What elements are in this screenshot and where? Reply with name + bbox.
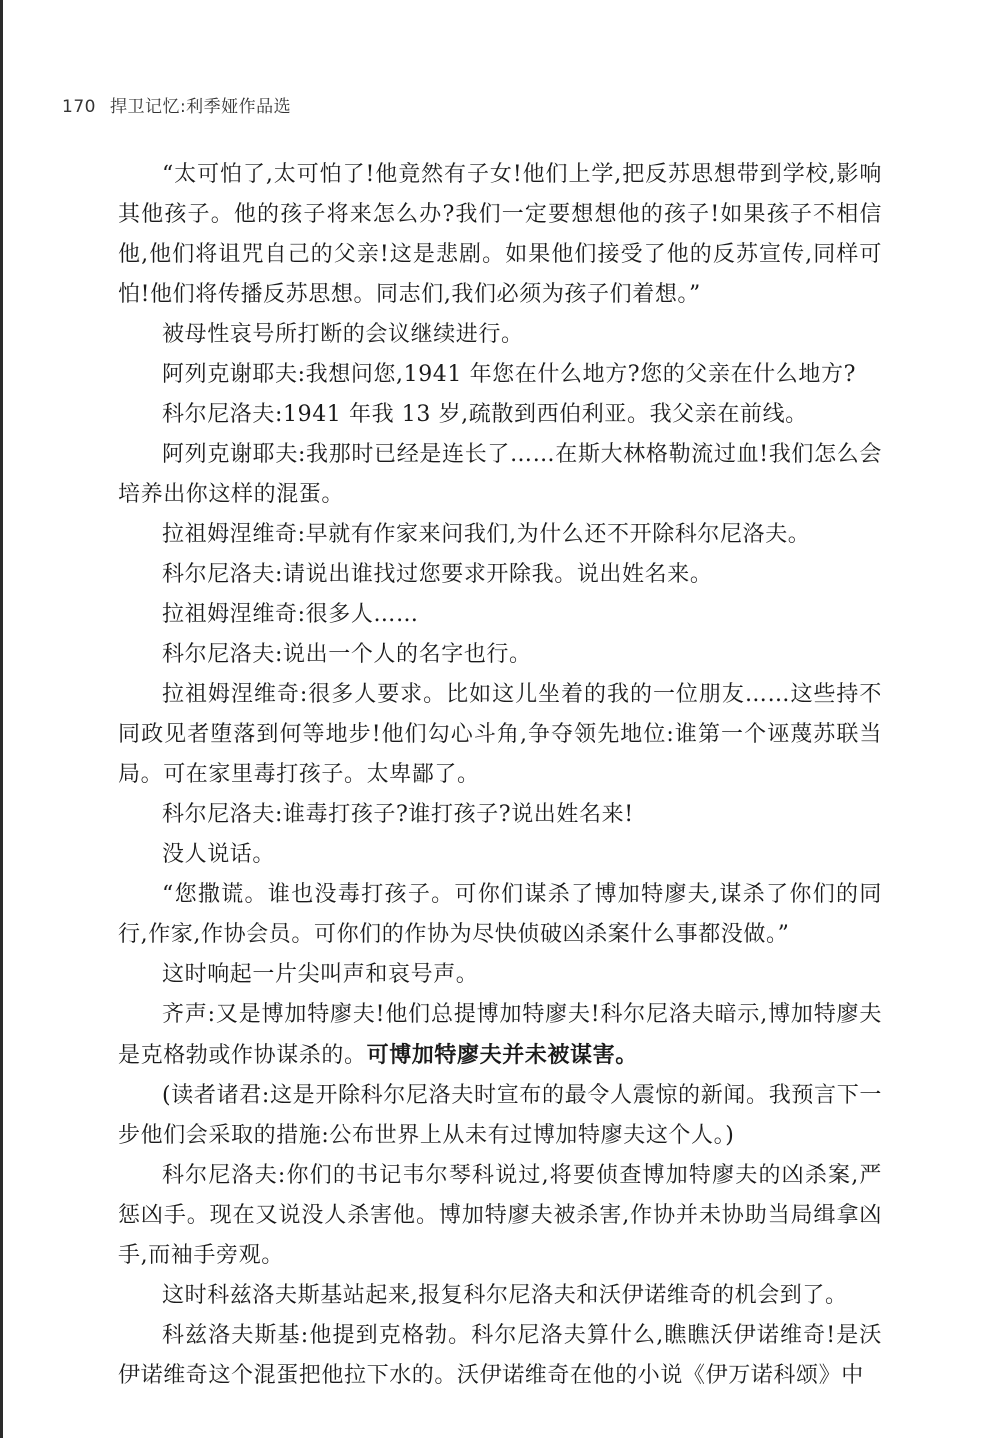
paragraph: 科尔尼洛夫:你们的书记韦尔琴科说过,将要侦查博加特廖夫的凶杀案,严惩凶手。现在又说没人杀害他。博加特廖夫被杀害,作协并未协助当局缉拿凶手,而袖手旁观。 — [118, 1163, 882, 1268]
paragraph: “太可怕了,太可怕了!他竟然有子女!他们上学,把反苏思想带到学校,影响其他孩子。他的孩子将来怎么办?我们一定要想想他的孩子!如果孩子不相信他,他们将诅咒自己的父亲!这是悲剧。如果他们接受了他的反苏宣传,同样可怕!他们将传播反苏思想。同志们,我们必须为孩子们着想。” — [118, 162, 882, 307]
paragraph-with-bold — [118, 995, 882, 1076]
paragraph: 阿列克谢耶夫:我那时已经是连长了……在斯大林格勒流过血!我们怎么会培养出你这样的混蛋。 — [118, 442, 882, 507]
body-text — [118, 155, 882, 1396]
paragraph: 科尔尼洛夫:1941 年我 13 岁,疏散到西伯利亚。我父亲在前线。 — [162, 402, 808, 427]
paragraph: 这时响起一片尖叫声和哀号声。 — [162, 962, 479, 987]
paragraph: 科尔尼洛夫:谁毒打孩子?谁打孩子?说出姓名来! — [162, 802, 634, 827]
running-header — [62, 92, 291, 117]
book-title: 捍卫记忆:利季娅作品选 — [109, 97, 292, 117]
paragraph-text: 齐声:又是博加特廖夫!他们总提博加特廖夫!科尔尼洛夫暗示,博加特廖夫是克格勃或作协谋杀的。 — [118, 1002, 882, 1068]
paragraph: 拉祖姆涅维奇:很多人…… — [162, 602, 419, 627]
paragraph: 拉祖姆涅维奇:早就有作家来问我们,为什么还不开除科尔尼洛夫。 — [162, 522, 811, 547]
paragraph: 没人说话。 — [162, 842, 276, 867]
paragraph: 科尔尼洛夫:请说出谁找过您要求开除我。说出姓名来。 — [162, 562, 713, 587]
paragraph: 被母性哀号所打断的会议继续进行。 — [162, 322, 524, 347]
paragraph: 科尔尼洛夫:说出一个人的名字也行。 — [162, 642, 532, 667]
page-edge-shadow — [0, 0, 3, 1438]
paragraph: 这时科兹洛夫斯基站起来,报复科尔尼洛夫和沃伊诺维奇的机会到了。 — [162, 1283, 848, 1308]
bold-phrase: 可博加特廖夫并未被谋害。 — [366, 1042, 638, 1068]
page-number: 170 — [62, 97, 96, 117]
paragraph: 科兹洛夫斯基:他提到克格勃。科尔尼洛夫算什么,瞧瞧沃伊诺维奇!是沃伊诺维奇这个混蛋把他拉下水的。沃伊诺维奇在他的小说《伊万诺科颂》中 — [118, 1323, 882, 1388]
paragraph: 阿列克谢耶夫:我想问您,1941 年您在什么地方?您的父亲在什么地方? — [162, 362, 856, 387]
paragraph: (读者诸君:这是开除科尔尼洛夫时宣布的最令人震惊的新闻。我预言下一步他们会采取的措施:公布世界上从未有过博加特廖夫这个人。) — [118, 1083, 882, 1148]
paragraph: “您撒谎。谁也没毒打孩子。可你们谋杀了博加特廖夫,谋杀了你们的同行,作家,作协会员。可你们的作协为尽快侦破凶杀案什么事都没做。” — [118, 882, 882, 947]
paragraph: 拉祖姆涅维奇:很多人要求。比如这儿坐着的我的一位朋友……这些持不同政见者堕落到何等地步!他们勾心斗角,争夺领先地位:谁第一个诬蔑苏联当局。可在家里毒打孩子。太卑鄙了。 — [118, 682, 882, 787]
